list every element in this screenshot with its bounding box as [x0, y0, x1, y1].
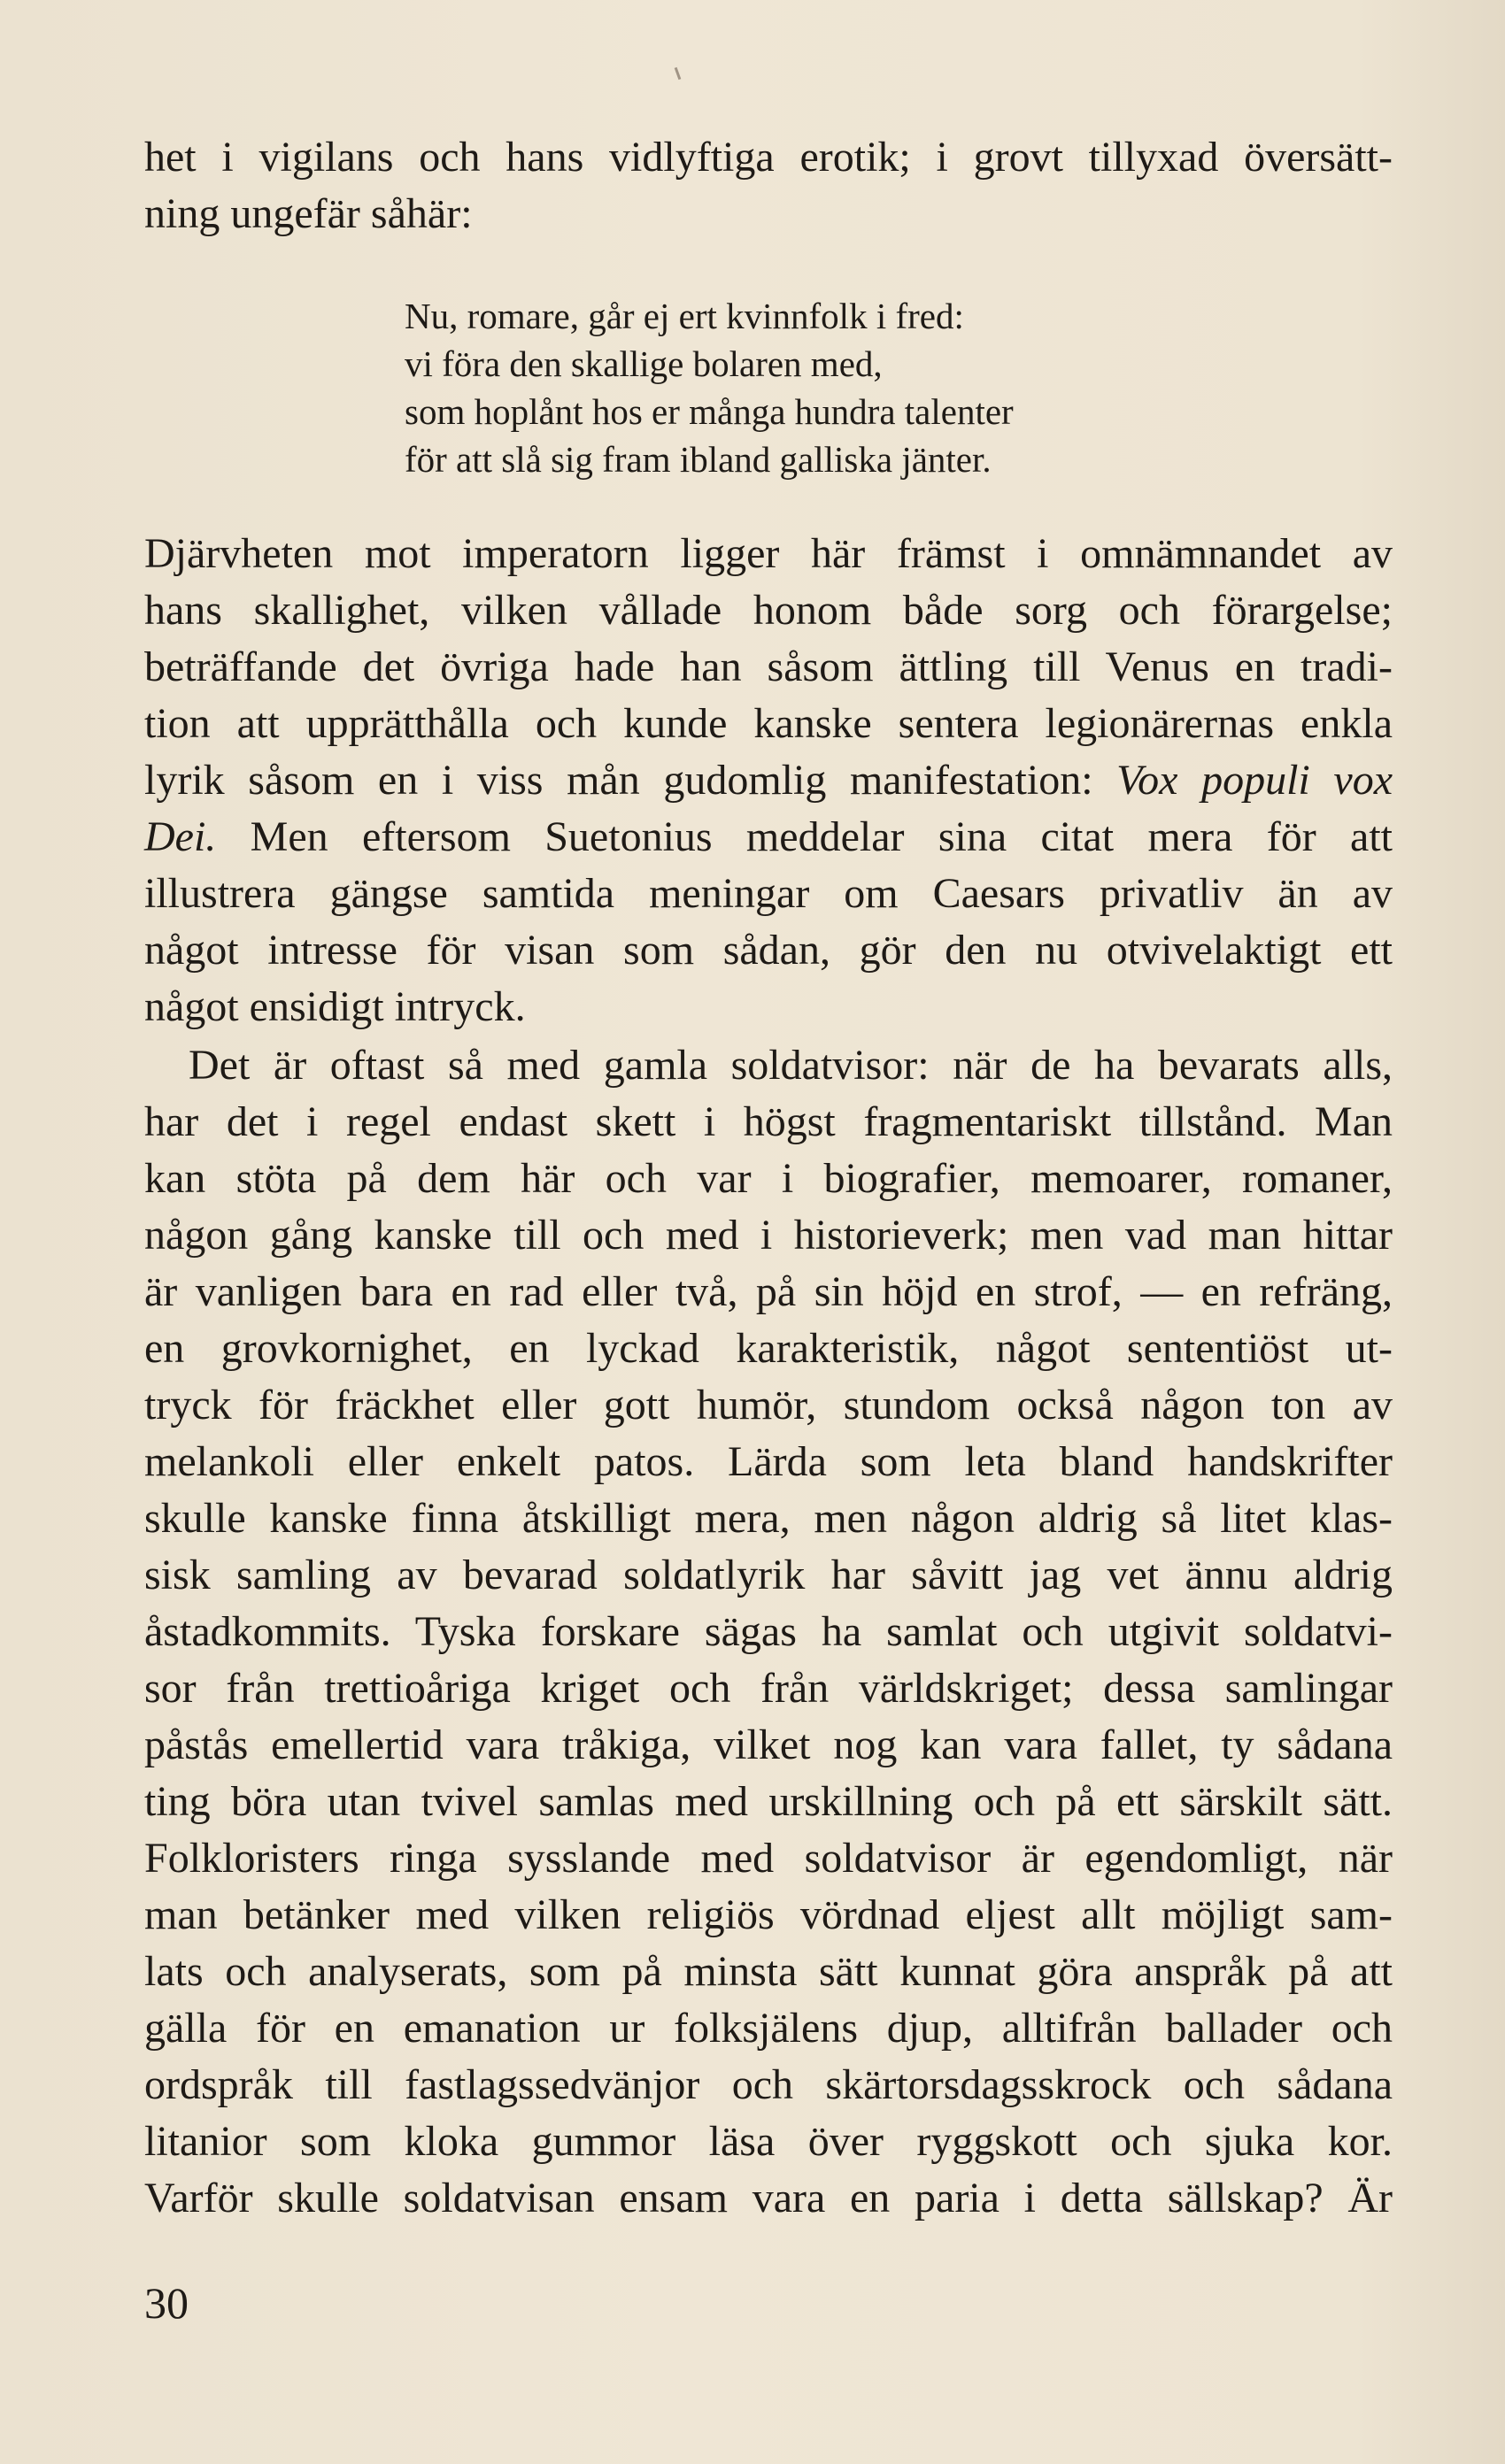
paragraph-line: tion att upprätthålla och kunde kanske sentera legionärernas enkla — [144, 700, 1393, 747]
paragraph-line — [144, 752, 1393, 809]
verse-line: vi föra den skallige bolaren med, — [405, 343, 883, 384]
paragraph-line: gälla för en emanation ur folksjälens djup, alltifrån ballader och — [144, 2005, 1393, 2052]
paragraph-line: hans skallighet, vilken vållade honom både sorg och förargelse; — [144, 587, 1393, 634]
paragraph-line: är vanligen bara en rad eller två, på sin höjd en strof, — en refräng, — [144, 1268, 1393, 1315]
latin-phrase: Vox populi vox — [1116, 757, 1393, 804]
paragraph-line: ordspråk till fastlagssedvänjor och skärtorsdagsskrock och sådana — [144, 2061, 1393, 2108]
paragraph-line: en grovkornighet, en lyckad karakteristik, något sententiöst ut- — [144, 1325, 1393, 1372]
paragraph-line: lats och analyserats, som på minsta sätt kunnat göra anspråk på att — [144, 1948, 1393, 1995]
verse-line: som hoplånt hos er många hundra talenter — [405, 391, 1014, 432]
paragraph-line: något intresse för visan som sådan, gör den nu otvivelaktigt ett — [144, 927, 1393, 974]
paragraph-line: skulle kanske finna åtskilligt mera, men någon aldrig så litet klas- — [144, 1495, 1393, 1542]
paragraph-line: Varför skulle soldatvisan ensam vara en paria i detta sällskap? Är — [144, 2175, 1393, 2221]
paragraph-line: ting böra utan tvivel samlas med urskillning och på ett särskilt sätt. — [144, 1778, 1393, 1825]
paragraph-line: har det i regel endast skett i högst fragmentariskt tillstånd. Man — [144, 1098, 1393, 1145]
intro-line-2: ning ungefär såhär: — [144, 190, 473, 237]
paragraph-line: någon gång kanske till och med i historieverk; men vad man hittar — [144, 1212, 1393, 1259]
paragraph-line: något ensidigt intryck. — [144, 983, 526, 1030]
paragraph-line: Folkloristers ringa sysslande med soldatvisor är egendomligt, när — [144, 1835, 1393, 1882]
paragraph-line: man betänker med vilken religiös vördnad eljest allt möjligt sam- — [144, 1891, 1393, 1938]
verse-line: för att slå sig fram ibland galliska jänter. — [405, 439, 992, 480]
line-text: Men eftersom Suetonius meddelar sina citat mera för att — [216, 813, 1393, 860]
paragraph-line: litanior som kloka gummor läsa över ryggskott och sjuka kor. — [144, 2118, 1393, 2165]
verse-line: Nu, romare, går ej ert kvinnfolk i fred: — [405, 296, 964, 336]
ink-speck — [675, 67, 682, 80]
paragraph-line: sor från trettioåriga kriget och från världskriget; dessa samlingar — [144, 1665, 1393, 1712]
line-text: lyrik såsom en i viss mån gudomlig manifestation: — [144, 757, 1117, 804]
page-number: 30 — [144, 2278, 189, 2328]
paragraph-line: sisk samling av bevarad soldatlyrik har såvitt jag vet ännu aldrig — [144, 1552, 1393, 1598]
paragraph-line: påstås emellertid vara tråkiga, vilket nog kan vara fallet, ty sådana — [144, 1721, 1393, 1768]
paragraph-line: melankoli eller enkelt patos. Lärda som leta bland handskrifter — [144, 1438, 1393, 1485]
paragraph-line — [144, 809, 1393, 866]
paragraph-line: kan stöta på dem här och var i biografier, memoarer, romaner, — [144, 1155, 1393, 1202]
paragraph-line: beträffande det övriga hade han såsom ättling till Venus en tradi- — [144, 643, 1393, 690]
paragraph-line: illustrera gängse samtida meningar om Caesars privatliv än av — [144, 870, 1393, 917]
paragraph-line: åstadkommits. Tyska forskare sägas ha samlat och utgivit soldatvi- — [144, 1608, 1393, 1655]
latin-phrase: Dei. — [144, 813, 217, 860]
paragraph-line: tryck för fräckhet eller gott humör, stundom också någon ton av — [144, 1382, 1393, 1428]
paragraph-line: Djärvheten mot imperatorn ligger här främst i omnämnandet av — [144, 530, 1393, 577]
intro-line-1: het i vigilans och hans vidlyftiga erotik; i grovt tillyxad översätt- — [144, 134, 1393, 181]
paragraph-line: Det är oftast så med gamla soldatvisor: när de ha bevarats alls, — [189, 1042, 1393, 1089]
